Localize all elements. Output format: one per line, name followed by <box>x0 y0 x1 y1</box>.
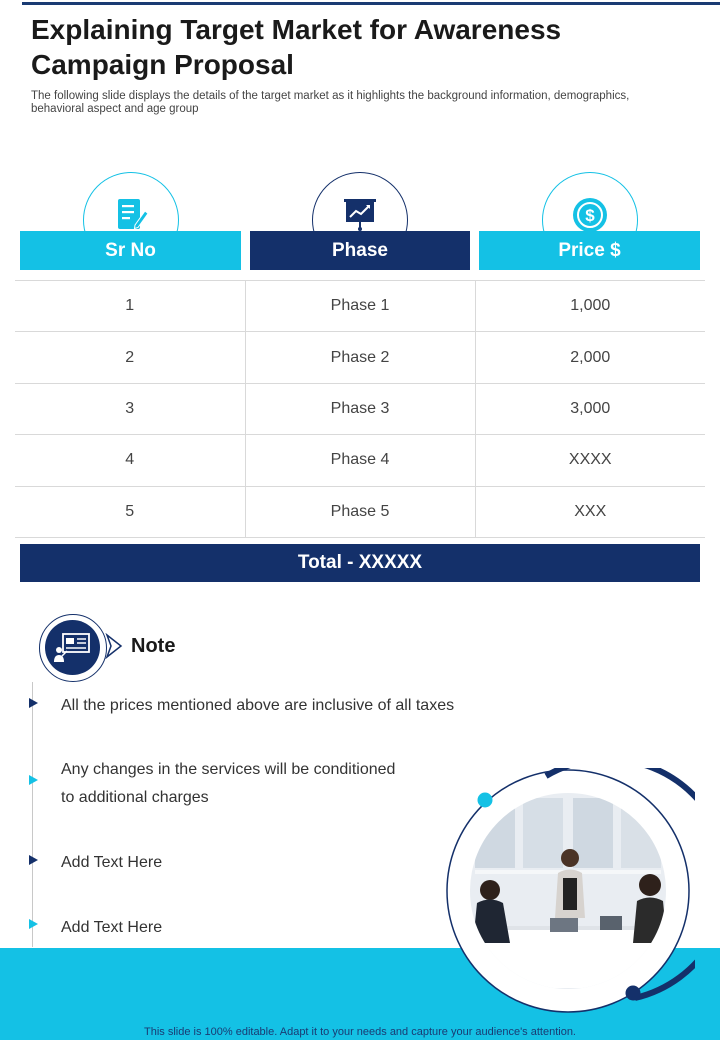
price-cell: 2,000 <box>475 332 705 383</box>
phase-cell: Phase 2 <box>245 332 475 383</box>
column-header-sr-no: Sr No <box>20 231 241 270</box>
sr-no-cell: 4 <box>15 435 245 486</box>
price-cell: XXXX <box>475 435 705 486</box>
pricing-table <box>15 280 705 538</box>
chevron-right-icon <box>105 633 125 659</box>
note-item: Any changes in the services will be conditioned to additional charges <box>61 761 396 806</box>
bullet-marker <box>29 919 38 929</box>
table-row <box>15 332 705 383</box>
table-row <box>15 486 705 537</box>
page-title: Explaining Target Market for Awareness Campaign Proposal <box>31 14 562 80</box>
bullet-marker <box>29 775 38 785</box>
price-cell: XXX <box>475 486 705 537</box>
table-row <box>15 435 705 486</box>
phase-cell: Phase 1 <box>245 281 475 332</box>
total-bar: Total - XXXXX <box>20 544 700 582</box>
note-title: Note <box>131 635 176 657</box>
sr-no-cell: 3 <box>15 383 245 434</box>
presentation-chart-icon <box>340 195 380 235</box>
table-row <box>15 281 705 332</box>
svg-text:$: $ <box>585 206 595 225</box>
sr-no-cell: 2 <box>15 332 245 383</box>
price-cell: 1,000 <box>475 281 705 332</box>
bullet-marker <box>29 698 38 708</box>
table-row <box>15 383 705 434</box>
note-item: Add Text Here <box>61 854 163 871</box>
footer-text: This slide is 100% editable. Adapt it to your needs and capture your audience's attention. <box>144 1026 576 1038</box>
top-rule <box>22 2 720 5</box>
phase-cell: Phase 3 <box>245 383 475 434</box>
business-meeting-photo <box>445 768 695 1018</box>
sr-no-cell: 1 <box>15 281 245 332</box>
sr-no-cell: 5 <box>15 486 245 537</box>
page-subtitle: The following slide displays the details of the target market as it highlights the background information, demographics, behavioral aspect and age group <box>31 90 630 115</box>
document-pencil-icon <box>111 195 151 235</box>
phase-cell: Phase 4 <box>245 435 475 486</box>
phase-cell: Phase 5 <box>245 486 475 537</box>
presenter-board-icon <box>45 620 100 675</box>
note-item: Add Text Here <box>61 919 163 936</box>
timeline-line <box>32 682 33 947</box>
note-item: All the prices mentioned above are inclusive of all taxes <box>61 697 455 714</box>
price-cell: 3,000 <box>475 383 705 434</box>
note-icon-circle <box>39 614 107 682</box>
column-header-price: Price $ <box>479 231 700 270</box>
dollar-coin-icon <box>570 195 610 235</box>
column-header-phase: Phase <box>250 231 470 270</box>
bullet-marker <box>29 855 38 865</box>
